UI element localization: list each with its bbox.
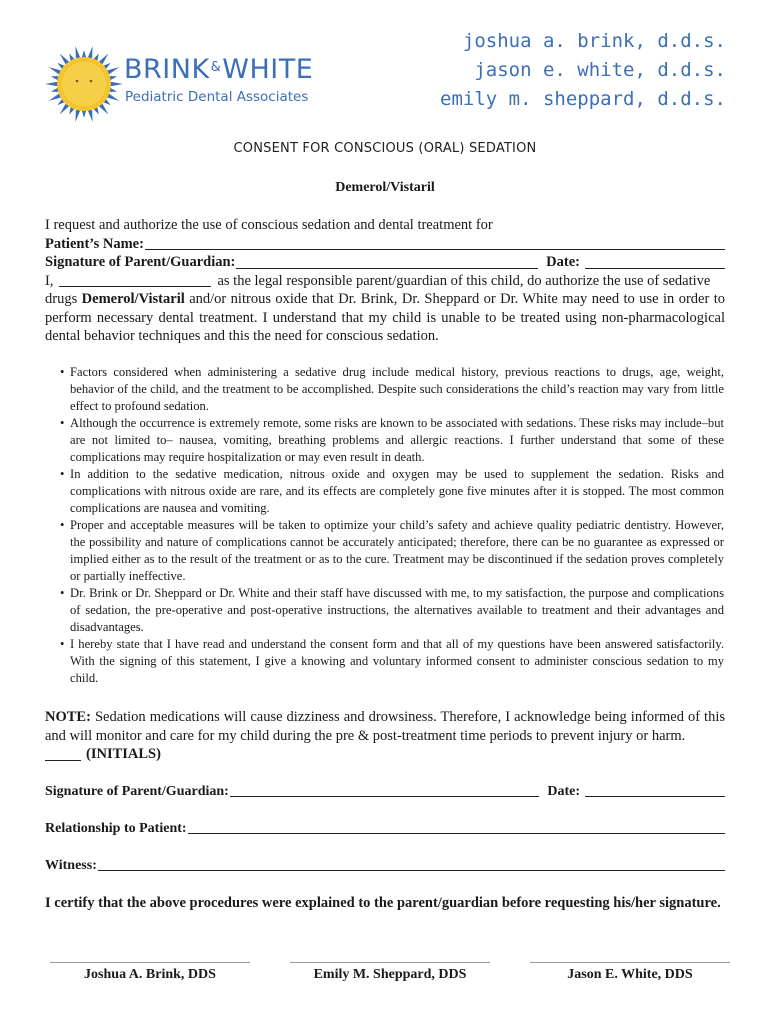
initials-field[interactable] [45, 747, 81, 761]
sun-logo-icon [44, 44, 124, 124]
brand-subtitle: Pediatric Dental Associates [125, 89, 309, 105]
dentist-name: Joshua A. Brink, DDS [84, 967, 216, 982]
dentist-signature-line[interactable] [290, 962, 490, 963]
sun-ray [82, 50, 87, 58]
note-label: NOTE: [45, 709, 91, 725]
witness-field[interactable] [98, 857, 725, 871]
relationship-label: Relationship to Patient: [45, 821, 187, 836]
witness-row [45, 857, 725, 874]
brand-name-white: WHITE [222, 54, 314, 85]
i-label: I, [45, 272, 54, 289]
dentist-signature-line[interactable] [50, 962, 250, 963]
note-paragraph [45, 708, 725, 745]
guardian-name-row [45, 272, 725, 291]
parent-date-field[interactable] [585, 783, 725, 797]
list-item: • Although the occurrence is extremely remote, some risks are known to be associated with sedations. These risks may include–but are not limited to– nausea, vomiting, breathing problems and allergic reactions. I further understand that some of these complications may require hospitalization or may even result in death. [60, 416, 724, 464]
list-item: • Dr. Brink or Dr. Sheppard or Dr. White and their staff have discussed with me, to my satisfaction, the purpose and complications of sedation, the pre-operative and post-operative instructions, the alternatives available to treatment and their advantages and disadvantages. [60, 586, 724, 634]
bullet-icon: • [60, 637, 65, 651]
drugs-post: and/or nitrous oxide that Dr. Brink, Dr. Sheppard or Dr. White may need to use in order to perform necessary dental treatment. I understand that my child is unable to be treated using non-pharmacological dental behavior techniques and this the need for conscious sedation. [45, 291, 725, 344]
note-text: Sedation medications will cause dizziness and drowsiness. Therefore, I acknowledge being informed of this and will monitor and care for my child during the pre & post-treatment time periods to prevent injury or harm. [45, 709, 726, 744]
parent-signature-field[interactable] [230, 783, 540, 797]
dentist-signatures [50, 962, 730, 983]
brand-name-brink: BRINK [124, 54, 210, 85]
brand-name [124, 54, 313, 85]
guardian-signature-field[interactable] [236, 255, 538, 269]
patient-name-field[interactable] [145, 236, 725, 250]
dentist-signature-line[interactable] [530, 962, 730, 963]
note-section [45, 708, 725, 764]
dentist-name: Emily M. Sheppard, DDS [313, 967, 467, 982]
request-text: I request and authorize the use of conscious sedation and dental treatment for [45, 217, 493, 233]
witness-label: Witness: [45, 858, 97, 873]
bullet-icon: • [60, 365, 65, 379]
guardian-signature-row [45, 253, 725, 272]
doctor-sheppard: emily m. sheppard, d.d.s. [440, 88, 726, 110]
authorization-section [45, 216, 725, 346]
sun-ray [75, 109, 80, 122]
parent-signature-label: Signature of Parent/Guardian: [45, 784, 229, 799]
patient-name-label: Patient’s Name: [45, 235, 144, 252]
drugs-pre: drugs [45, 291, 78, 307]
form-title: CONSENT FOR CONSCIOUS (ORAL) SEDATION [233, 141, 537, 156]
signature-date-field[interactable] [585, 255, 725, 269]
signature-date-label: Date: [546, 254, 580, 270]
bullet-icon: • [60, 416, 65, 430]
dentist-signature-sheppard [290, 962, 490, 983]
relationship-row [45, 820, 725, 837]
sun-ray [110, 82, 123, 87]
form-subtitle: Demerol/Vistaril [335, 180, 435, 195]
bullet-icon: • [60, 467, 65, 481]
risk-list [60, 364, 724, 687]
initials-label: (INITIALS) [86, 746, 161, 762]
guardian-name-field[interactable] [59, 273, 211, 287]
doctor-white: jason e. white, d.d.s. [474, 59, 726, 81]
authorize-text: as the legal responsible parent/guardian of this child, do authorize the use of sedative [217, 272, 711, 289]
list-item: • I hereby state that I have read and understand the consent form and that all of my questions have been answered satisfactorily. With the signing of this statement, I give a knowing and voluntary informed consent to administer conscious sedation to my child. [60, 637, 724, 685]
guardian-signature-label: Signature of Parent/Guardian: [45, 254, 236, 270]
certification-statement: I certify that the above procedures were explained to the parent/guardian before requesting his/her signature. [45, 895, 721, 911]
bullet-icon: • [60, 586, 65, 600]
initials-row [45, 745, 725, 764]
dentist-name: Jason E. White, DDS [567, 967, 693, 982]
doctor-list [440, 27, 726, 114]
sun-ray [87, 46, 92, 59]
sun-ray [82, 110, 87, 118]
patient-name-row [45, 235, 725, 254]
dentist-signature-brink [50, 962, 250, 983]
relationship-field[interactable] [188, 820, 725, 834]
dentist-signature-white [530, 962, 730, 983]
sun-ray [75, 46, 80, 59]
list-item: • In addition to the sedative medication, nitrous oxide and oxygen may be used to supplement the sedation. Risks and complications with nitrous oxide are rare, and its effects are completely gone five minutes after it is stopped. The most common complications are nausea and vomiting. [60, 467, 724, 515]
list-item: • Proper and acceptable measures will be taken to optimize your child’s safety and achieve quality pediatric dentistry. However, the possibility and nature of complications cannot be accurately anticipated; therefore, there can be no guarantee as expressed or implied either as to the result of the treatment or as to the cure. Treatment may be discontinued if the sedation proves completely or partially ineffective. [60, 518, 724, 583]
doctor-brink: joshua a. brink, d.d.s. [462, 30, 726, 52]
parent-date-label: Date: [547, 784, 580, 799]
list-item: • Factors considered when administering a sedative drug include medical history, previous reactions to drugs, age, weight, behavior of the child, and the treatment to be accomplished. Despite such considerations the child’s reaction may vary from little effect to profound sedation. [60, 365, 724, 413]
bullet-icon: • [60, 518, 65, 532]
parent-signature-row [45, 783, 725, 800]
brand-ampersand: & [210, 60, 222, 75]
drugs-name: Demerol/Vistaril [81, 291, 185, 307]
sun-ray [87, 109, 92, 122]
sun-ray [45, 82, 58, 87]
drugs-paragraph [45, 290, 725, 346]
